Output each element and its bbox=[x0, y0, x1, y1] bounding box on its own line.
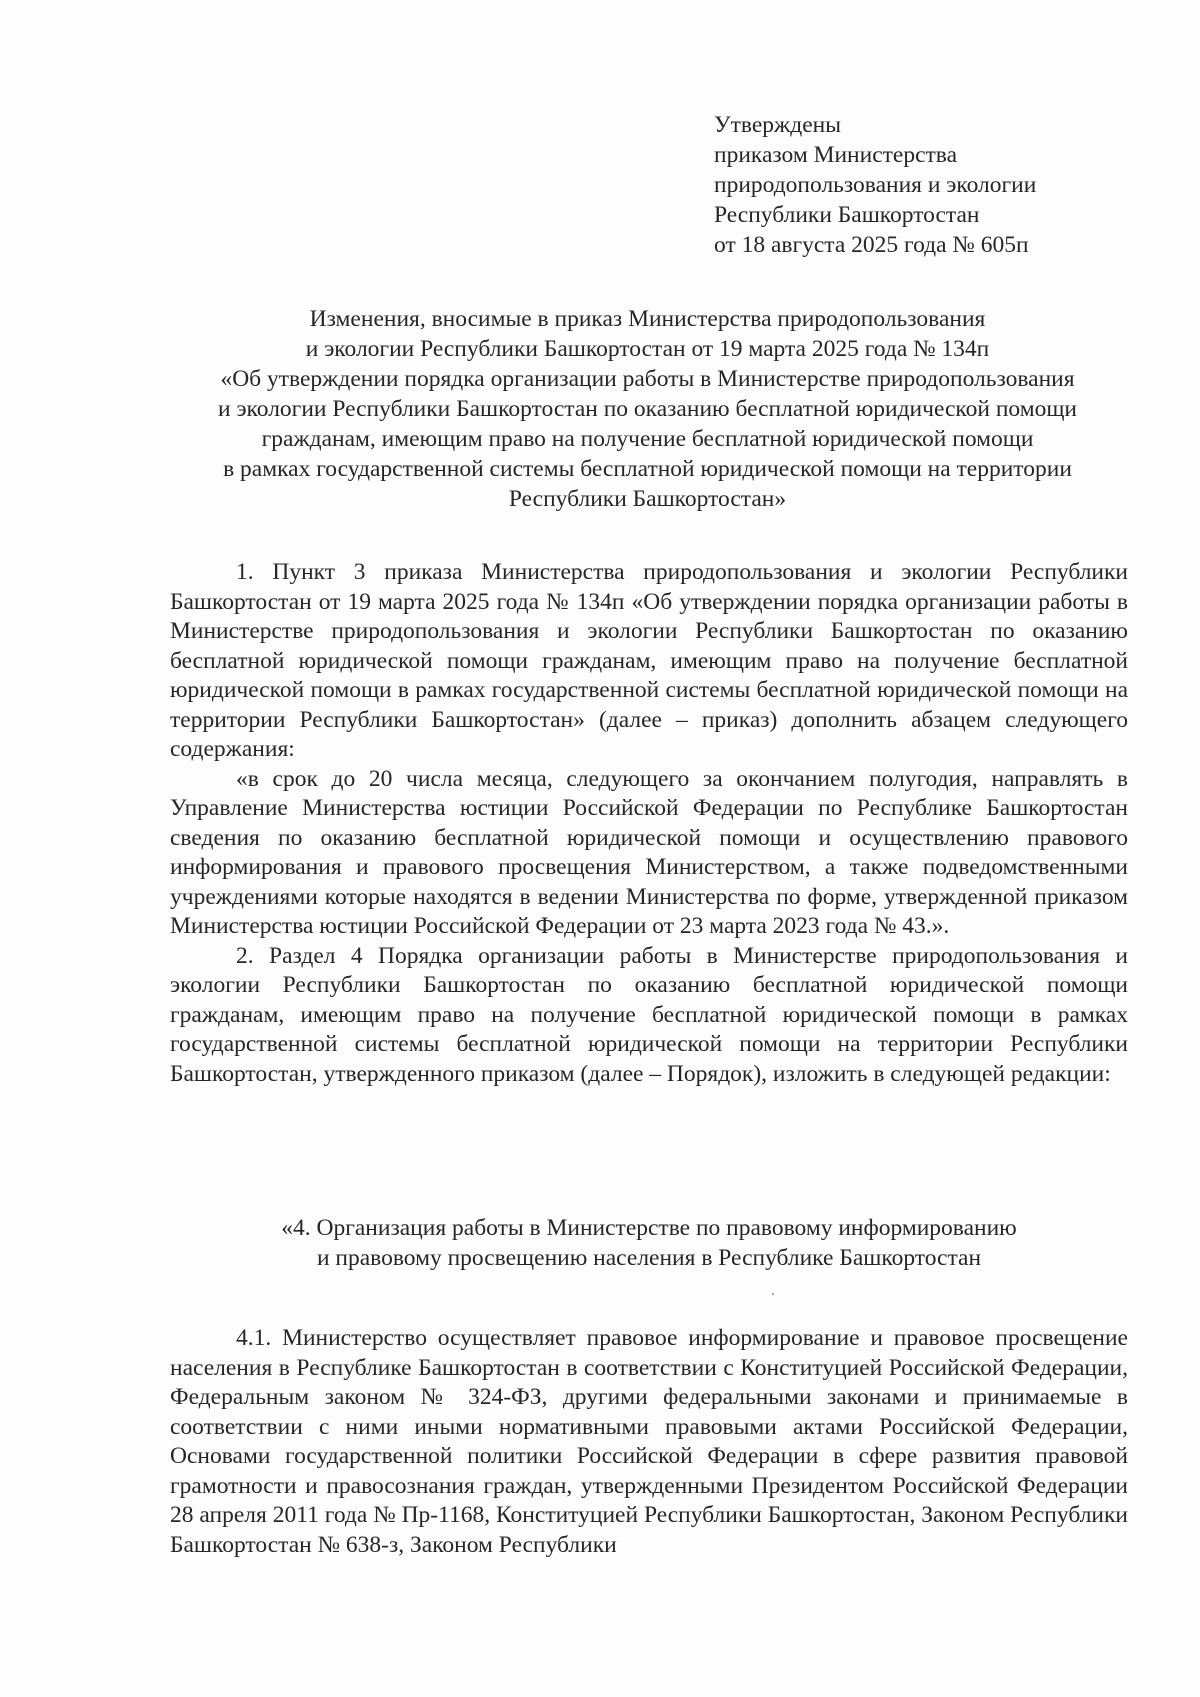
title-line: Республики Башкортостан» bbox=[508, 486, 787, 512]
approval-stamp bbox=[714, 110, 1036, 260]
section-heading-line: и правовому просвещению населения в Республике Башкортостан bbox=[316, 1245, 982, 1271]
title-line: «Об утверждении порядка организации работы в Министерстве природопользования bbox=[220, 366, 1075, 392]
approval-line: приказом Министерства bbox=[714, 142, 958, 168]
title-line: гражданам, имеющим право на получение бесплатной юридической помощи bbox=[261, 426, 1034, 452]
paragraph-quoted-addition: «в срок до 20 числа месяца, следующего за окончанием полугодия, направлять в Управление Министерства юстиции Российской Федерации по Республике Башкортостан сведения по оказанию бесплатной юридической помощи и осуществлению правового информирования и правового просвещения Министерством, а также подведомственными учреждениями которые находятся в ведении Министерства по форме, утвержденной приказом Министерства юстиции Российской Федерации от 23 марта 2023 года № 43.». bbox=[170, 765, 1128, 939]
scan-speck bbox=[772, 1293, 774, 1295]
paragraph-item-2: 2. Раздел 4 Порядка организации работы в Министерстве природопользования и экологии Республики Башкортостан по оказанию бесплатной юридической помощи гражданам, имеющим право на получение бесплатной юридической помощи в рамках государственной системы бесплатной юридической помощи на территории Республики Башкортостан, утвержденного приказом (далее – Порядок), изложить в следующей редакции: bbox=[170, 942, 1128, 1087]
approval-line: Республики Башкортостан bbox=[714, 202, 980, 228]
approval-line: Утверждены bbox=[714, 112, 842, 138]
approval-line: природопользования и экологии bbox=[714, 172, 1037, 198]
section-heading-line: «4. Организация работы в Министерстве по правовому информированию bbox=[281, 1215, 1017, 1241]
title-line: и экологии Республики Башкортостан от 19 марта 2025 года № 134п bbox=[305, 336, 990, 362]
document-body-upper bbox=[170, 558, 1128, 1089]
paragraph-4-1: 4.1. Министерство осуществляет правовое информирование и правовое просвещение населения в Республике Башкортостан в соответствии с Конституцией Российской Федерации, Федеральным законом № 324-ФЗ, другими федеральными законами и принимаемые в соответствии с ними иными нормативными правовыми актами Российской Федерации, Основами государственной политики Российской Федерации в сфере развития правовой грамотности и правосознания граждан, утвержденными Президентом Российской Федерации 28 апреля 2011 года № Пр-1168, Конституцией Республики Башкортостан, Законом Республики Башкортостан № 638-з, Законом Республики bbox=[170, 1325, 1128, 1558]
title-line: Изменения, вносимые в приказ Министерства природопользования bbox=[309, 306, 986, 332]
title-line: и экологии Республики Башкортостан по оказанию бесплатной юридической помощи bbox=[218, 396, 1077, 422]
document-body-lower bbox=[170, 1324, 1128, 1560]
approval-line: от 18 августа 2025 года № 605п bbox=[714, 232, 1029, 258]
document-title bbox=[160, 304, 1135, 514]
section-heading bbox=[170, 1213, 1128, 1273]
paragraph-item-1: 1. Пункт 3 приказа Министерства природопользования и экологии Республики Башкортостан от 19 марта 2025 года № 134п «Об утверждении порядка организации работы в Министерстве природопользования и экологии Республики Башкортостан по оказанию бесплатной юридической помощи гражданам, имеющим право на получение бесплатной юридической помощи в рамках государственной системы бесплатной юридической помощи на территории Республики Башкортостан» (далее – приказ) дополнить абзацем следующего содержания: bbox=[170, 559, 1128, 762]
title-line: в рамках государственной системы бесплатной юридической помощи на территории bbox=[223, 456, 1072, 482]
